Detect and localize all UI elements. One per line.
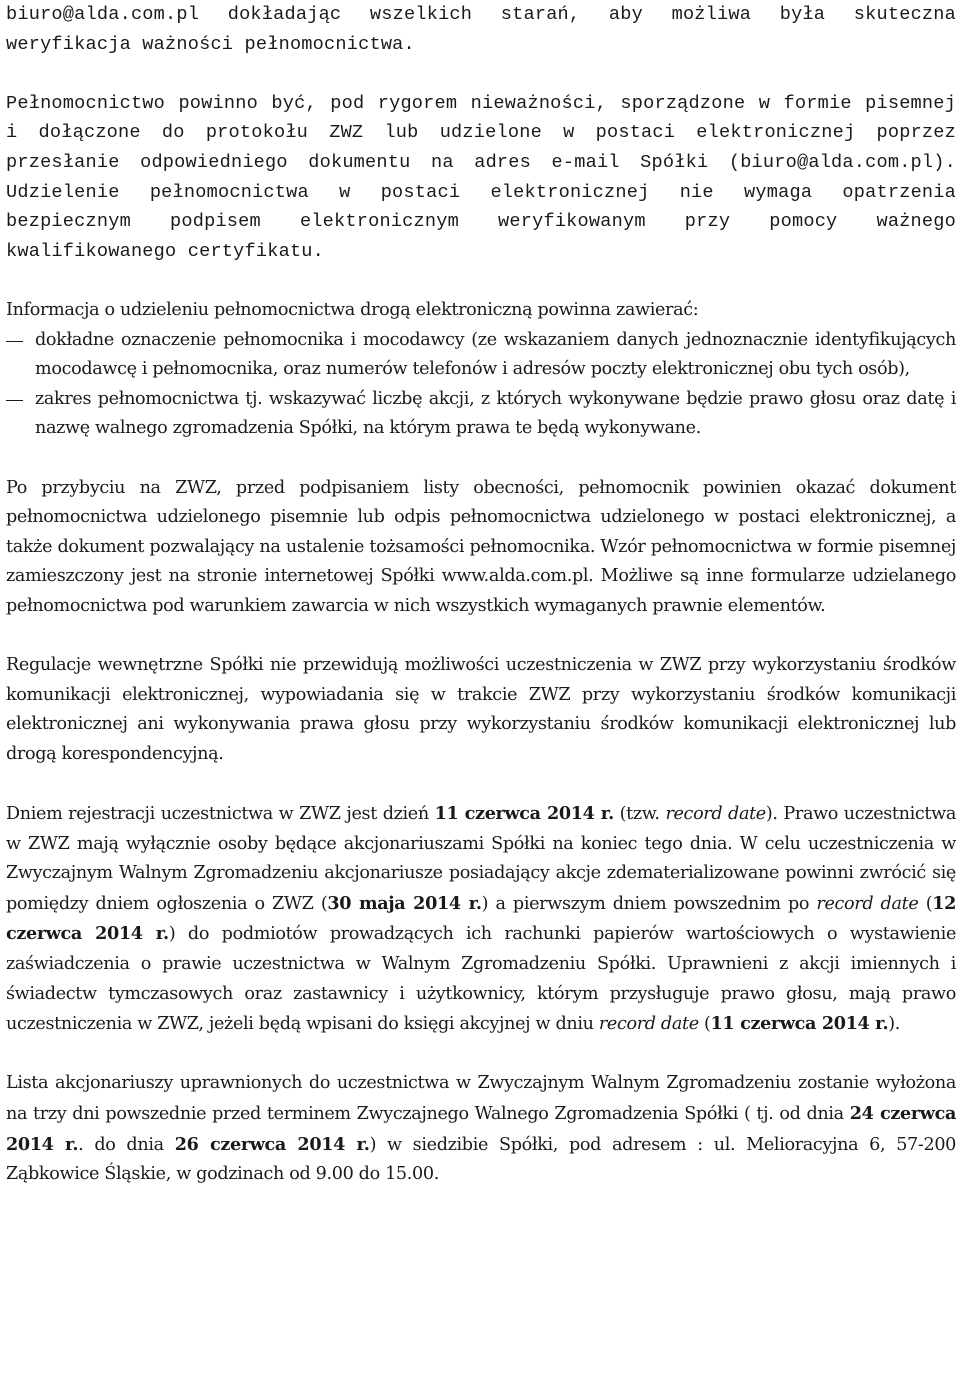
paragraph-spacer <box>6 769 956 799</box>
text-run: ). Prawo uczestnictwa w ZWZ mają wyłącznie osoby będące akcjonariuszami Spółki na koniec tego dnia. W celu uczestniczenia w Zwyczajnym Walnym Zgromadzeniu akcjonariusze posiadający akcje zdematerializowane powinni zwrócić się pomiędzy dniem ogłoszenia o ZWZ ( <box>6 804 956 914</box>
paragraph-spacer <box>6 266 956 296</box>
text-run: ) do podmiotów prowadzących ich rachunki papierów wartościowych o wystawienie zaświadczenia o prawie uczestnictwa w Walnym Zgromadzeniu Spółki. Uprawnieni z akcji imiennych i świadectw tymczasowych oraz zastawnicy i użytkownicy, którym przysługuje prawo głosu, mają prawo uczestniczenia w ZWZ, jeżeli będą wpisani do księgi akcyjnej w dniu <box>6 924 957 1035</box>
term-record-date: record date <box>665 804 766 825</box>
paragraph-email-verification: biuro@alda.com.pl dokładając wszelkich starań, aby możliwa była skuteczna weryfikacja ważności pełnomocnictwa. <box>6 4 956 55</box>
document-page <box>6 0 956 1190</box>
list-item-text: dokładne oznaczenie pełnomocnika i mocodawcy (ze wskazaniem danych jednoznacznie identyfikujących mocodawcę i pełnomocnika, oraz numerów telefonów i adresów poczty elektronicznej obu tych osób), <box>35 329 956 380</box>
text-run: ( <box>918 893 933 914</box>
date-list-start: 24 czerwca 2014 r. <box>6 1102 956 1155</box>
list-item-text: zakres pełnomocnictwa tj. wskazywać liczbę akcji, z których wykonywane będzie prawo głosu oraz datę i nazwę walnego zgromadzenia Spółki, na którym prawa te będą wykonywane. <box>35 388 956 439</box>
paragraph-identity-verification: Po przybyciu na ZWZ, przed podpisaniem listy obecności, pełnomocnik powinien okazać dokument pełnomocnictwa udzielonego pisemnie lub odpis pełnomocnictwa udzielonego w postaci elektronicznej, a także dokument pozwalający na ustalenie tożsamości pełnomocnika. Wzór pełnomocnictwa w formie pisemnej zamieszczony jest na stronie internetowej Spółki www.alda.com.pl. Możliwe są inne formularze udzielanego pełnomocnictwa pod warunkiem zawarcia w nich wszystkich wymaganych prawnie elementów. <box>6 477 956 616</box>
text-run: (tzw. <box>613 804 666 825</box>
paragraph-spacer <box>6 444 956 474</box>
text-run: Lista akcjonariuszy uprawnionych do uczestnictwa w Zwyczajnym Walnym Zgromadzeniu zostanie wyłożona na trzy dni powszednie przed terminem Zwyczajnego Walnego Zgromadzenia Spółki ( tj. od dnia <box>6 1073 956 1124</box>
list-item <box>6 326 956 385</box>
text-run: Dniem rejestracji uczestnictwa w ZWZ jest dzień <box>6 804 435 825</box>
paragraph-spacer <box>6 59 956 89</box>
date-record: 11 czerwca 2014 r. <box>710 1013 889 1035</box>
paragraph-proxy-form: Pełnomocnictwo powinno być, pod rygorem nieważności, sporządzone w formie pisemnej i dołączone do protokołu ZWZ lub udzielone w postaci elektronicznej poprzez przesłanie odpowiedniego dokumentu na adres e-mail Spółki (biuro@alda.com.pl). Udzielenie pełnomocnictwa w postaci elektronicznej nie wymaga opatrzenia bezpiecznym podpisem elektronicznym weryfikowanym przy pomocy ważnego kwalifikowanego certyfikatu. <box>6 92 956 262</box>
date-first-business-day: 12 czerwca 2014 r. <box>6 892 956 945</box>
date-record: 11 czerwca 2014 r. <box>434 803 614 825</box>
section-electronic-proxy-info <box>6 296 956 444</box>
term-record-date: record date <box>816 893 919 914</box>
text-run: . do dnia <box>78 1134 175 1155</box>
text-run: ) w siedzibie Spółki, pod adresem : ul. Melioracyjna 6, 57-200 Ząbkowice Śląskie, w godzinach od 9.00 do 15.00. <box>6 1134 957 1185</box>
paragraph-internal-regulations: Regulacje wewnętrzne Spółki nie przewidują możliwości uczestniczenia w ZWZ przy wykorzystaniu środków komunikacji elektronicznej, wypowiadania się w trakcie ZWZ przy wykorzystaniu środków komunikacji elektronicznej ani wykonywania prawa głosu przy wykorzystaniu środków komunikacji elektronicznej lub drogą korespondencyjną. <box>6 655 956 764</box>
date-list-end: 26 czerwca 2014 r. <box>174 1133 370 1155</box>
paragraph-spacer <box>6 1040 956 1070</box>
paragraph-record-date <box>6 799 956 1040</box>
paragraph-shareholder-list <box>6 1069 956 1189</box>
paragraph-spacer <box>6 621 956 651</box>
term-record-date: record date <box>598 1014 699 1035</box>
text-run: ( <box>698 1014 711 1035</box>
paragraph-electronic-proxy-intro: Informacja o udzieleniu pełnomocnictwa drogą elektroniczną powinna zawierać: <box>6 299 699 320</box>
text-run: ). <box>888 1014 901 1035</box>
list-item <box>6 385 956 444</box>
date-announcement: 30 maja 2014 r. <box>327 892 482 914</box>
text-run: ) a pierwszym dniem powszednim po <box>481 893 817 914</box>
